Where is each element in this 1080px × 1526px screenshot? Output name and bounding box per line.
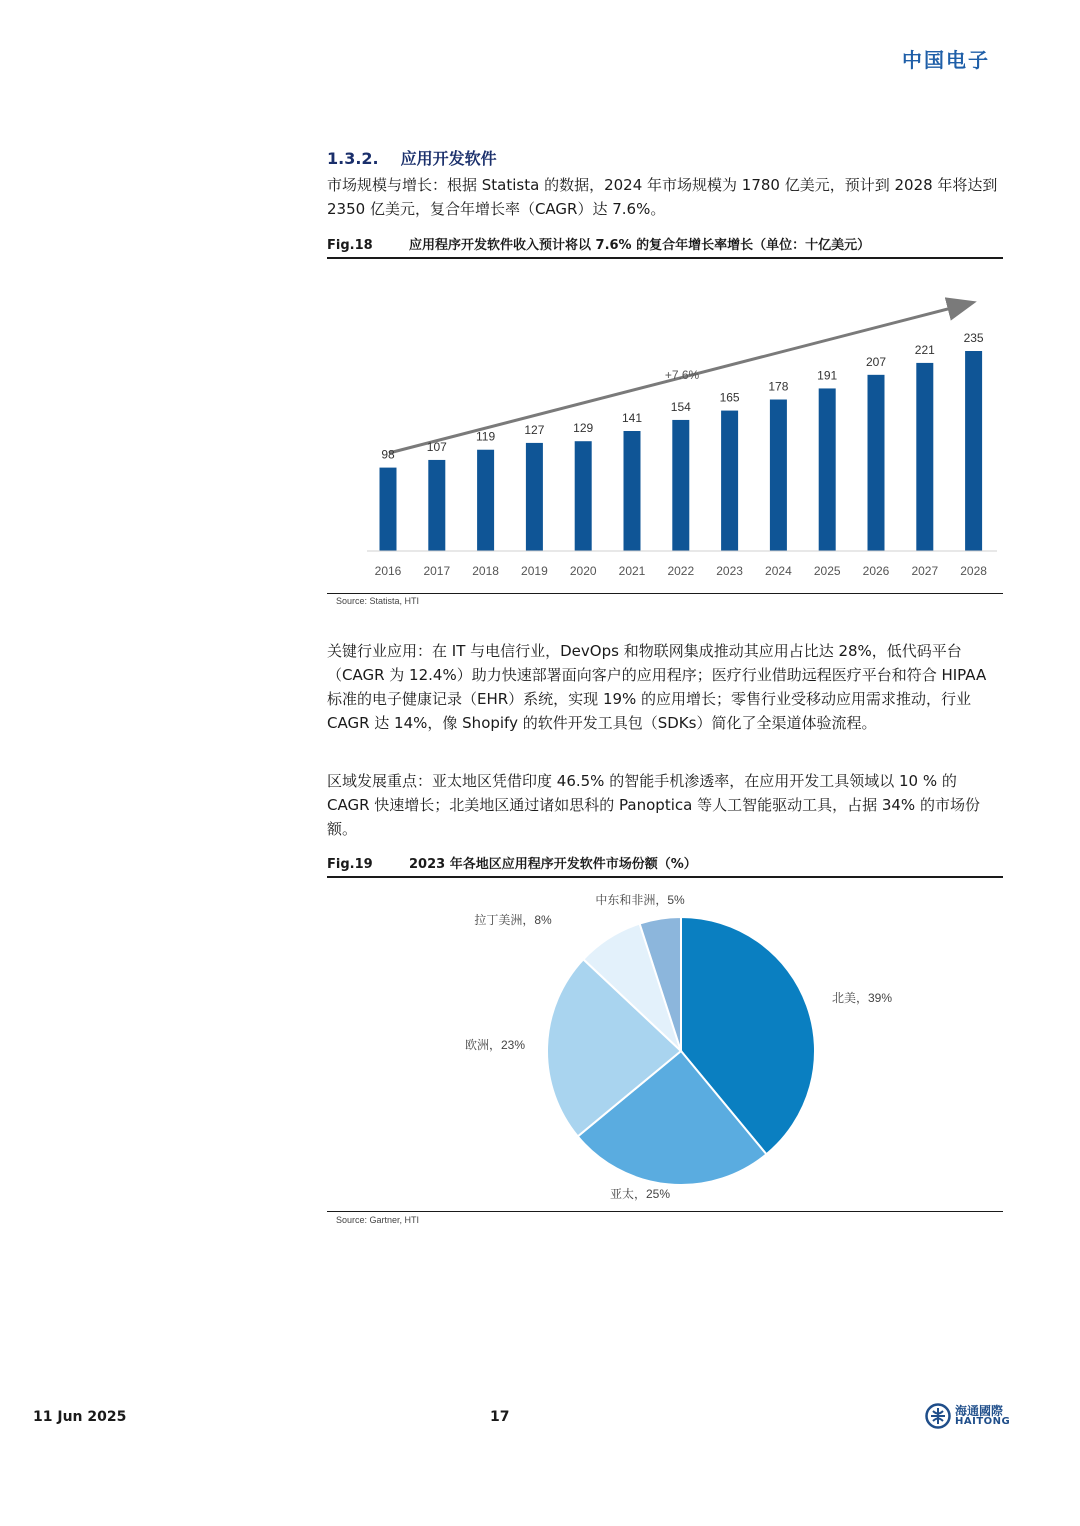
bar-value-label: 129 [573, 421, 594, 436]
bar-2017 [428, 460, 445, 551]
bar-2019 [526, 443, 543, 551]
x-tick-label: 2023 [716, 564, 743, 578]
paragraph-industry: 关键行业应用：在 IT 与电信行业，DevOps 和物联网集成推动其应用占比达 28%，低代码平台（CAGR 为 12.4%）助力快速部署面向客户的应用程序；医疗行业借助远程医疗平台和符合 HIPAA 标准的电子健康记录（EHR）系统，实现 19% 的应用增长；零售行业受移动应用需求推动，行业 CAGR 达 14%，像 Shopify 的软件开发工具包（SDKs）简化了全渠道体验流程。 [327, 642, 987, 732]
bar-2018 [477, 450, 494, 551]
section-title-text: 应用开发软件 [400, 149, 497, 168]
growth-annotation: +7.6% [664, 368, 700, 382]
x-tick-label: 2020 [569, 564, 597, 578]
fig19-label: Fig.19 [327, 857, 373, 872]
bar-value-label: 107 [426, 439, 447, 454]
bar-2027 [916, 363, 933, 551]
x-tick-label: 2027 [911, 564, 939, 578]
bar-value-label: 191 [817, 368, 838, 383]
bar-2023 [721, 411, 738, 551]
x-tick-label: 2024 [765, 564, 792, 578]
bar-value-label: 119 [476, 429, 496, 444]
bar-2025 [819, 388, 836, 551]
x-tick-label: 2016 [374, 564, 402, 578]
fig19-header [327, 853, 1003, 878]
logo-text-cn: 海通國際 [955, 1404, 1004, 1418]
pie-label: 欧洲，23% [464, 1038, 526, 1052]
bar-2026 [868, 375, 885, 551]
fig19-title: 2023 年各地区应用程序开发软件市场份额（%） [409, 857, 697, 872]
logo-text-en: HAITONG [955, 1416, 1011, 1427]
bar-2021 [624, 431, 641, 551]
bar-value-label: 141 [621, 411, 643, 425]
x-tick-label: 2021 [618, 564, 646, 578]
fig18-chart-frame [327, 258, 1003, 594]
fig19-chart-frame [327, 877, 1003, 1212]
bar-2016 [380, 468, 397, 551]
fig19-source: Source: Gartner, HTI [336, 1215, 420, 1225]
pie-label: 拉丁美洲，8% [474, 913, 552, 927]
haitong-logo [925, 1400, 1025, 1434]
bar-2028 [965, 351, 982, 551]
x-tick-label: 2026 [862, 564, 890, 578]
x-tick-label: 2017 [423, 564, 451, 578]
pie-chart [327, 877, 1003, 1211]
footer-date: 11 Jun 2025 [33, 1409, 127, 1425]
section-title [327, 146, 497, 169]
section-number: 1.3.2. [327, 149, 379, 168]
bar-value-label: 178 [768, 379, 789, 394]
bar-chart [327, 258, 1003, 593]
bar-value-label: 207 [865, 354, 887, 369]
bar-2024 [770, 400, 787, 551]
pie-label: 亚太，25% [609, 1187, 671, 1201]
x-tick-label: 2028 [960, 564, 987, 578]
page-number: 17 [490, 1409, 510, 1425]
bar-value-label: 98 [381, 447, 395, 462]
fig18-source: Source: Statista, HTI [336, 596, 420, 606]
pie-label: 北美，39% [831, 991, 893, 1005]
paragraph-region: 区域发展重点：亚太地区凭借印度 46.5% 的智能手机渗透率，在应用开发工具领域以 10 % 的 CAGR 快速增长；北美地区通过诸如思科的 Panoptica 等人工智能驱动工具，占据 34% 的市场份额。 [327, 772, 980, 838]
haitong-logo-icon [925, 1403, 951, 1429]
bar-value-label: 221 [914, 342, 935, 357]
bar-2020 [575, 441, 592, 551]
bar-value-label: 235 [963, 331, 984, 345]
header-brand: 中国电子 [902, 48, 990, 72]
fig18-title: 应用程序开发软件收入预计将以 7.6% 的复合年增长率增长（单位：十亿美元） [409, 238, 871, 253]
pie-label: 中东和非洲，5% [595, 893, 685, 907]
x-tick-label: 2018 [472, 564, 499, 578]
fig18-header [327, 234, 1003, 259]
x-tick-label: 2022 [667, 564, 695, 578]
paragraph-market: 市场规模与增长：根据 Statista 的数据，2024 年市场规模为 1780 亿美元，预计到 2028 年将达到 2350 亿美元，复合年增长率（CAGR）达 7.6%。 [327, 176, 998, 218]
x-tick-label: 2025 [813, 564, 841, 578]
bar-value-label: 127 [524, 422, 545, 437]
x-tick-label: 2019 [521, 564, 548, 578]
fig18-label: Fig.18 [327, 238, 373, 253]
bar-2022 [672, 420, 689, 551]
bar-value-label: 165 [719, 390, 740, 405]
bar-value-label: 154 [670, 399, 691, 414]
